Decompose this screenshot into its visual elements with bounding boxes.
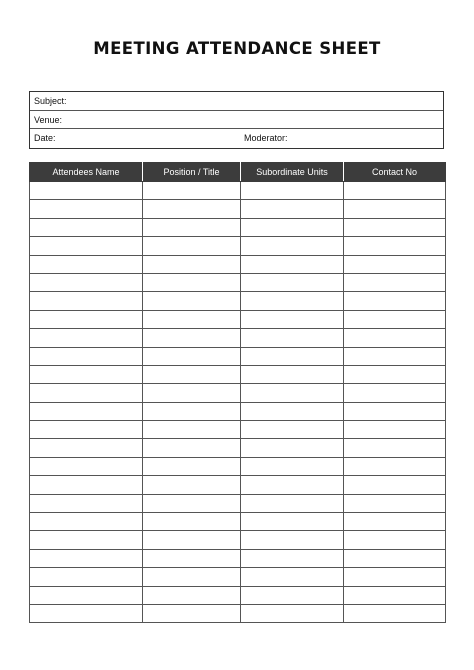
contact-no-cell[interactable] xyxy=(344,365,446,383)
contact-no-cell[interactable] xyxy=(344,476,446,494)
venue-field[interactable] xyxy=(30,111,443,130)
contact-no-cell[interactable] xyxy=(344,384,446,402)
contact-no-cell[interactable] xyxy=(344,292,446,310)
attendee-name-cell[interactable] xyxy=(30,457,143,475)
contact-no-cell[interactable] xyxy=(344,513,446,531)
position-title-cell[interactable] xyxy=(143,182,241,200)
attendee-name-cell[interactable] xyxy=(30,237,143,255)
attendance-table xyxy=(29,162,446,623)
table-row xyxy=(30,439,446,457)
position-title-cell[interactable] xyxy=(143,255,241,273)
table-row xyxy=(30,549,446,567)
table-row xyxy=(30,586,446,604)
date-moderator-row[interactable] xyxy=(30,129,443,148)
contact-no-cell[interactable] xyxy=(344,255,446,273)
table-row xyxy=(30,182,446,200)
position-title-cell[interactable] xyxy=(143,292,241,310)
position-title-cell[interactable] xyxy=(143,568,241,586)
contact-no-cell[interactable] xyxy=(344,494,446,512)
table-row xyxy=(30,402,446,420)
attendee-name-cell[interactable] xyxy=(30,568,143,586)
header-attendees-name: Attendees Name xyxy=(30,163,143,182)
position-title-cell[interactable] xyxy=(143,476,241,494)
position-title-cell[interactable] xyxy=(143,531,241,549)
attendee-name-cell[interactable] xyxy=(30,513,143,531)
subject-field[interactable] xyxy=(30,92,443,111)
table-row xyxy=(30,604,446,622)
attendee-name-cell[interactable] xyxy=(30,421,143,439)
contact-no-cell[interactable] xyxy=(344,439,446,457)
table-row xyxy=(30,255,446,273)
table-row xyxy=(30,237,446,255)
contact-no-cell[interactable] xyxy=(344,347,446,365)
subordinate-units-cell[interactable] xyxy=(241,237,344,255)
table-row xyxy=(30,310,446,328)
contact-no-cell[interactable] xyxy=(344,421,446,439)
table-row xyxy=(30,457,446,475)
table-row xyxy=(30,292,446,310)
attendee-name-cell[interactable] xyxy=(30,439,143,457)
contact-no-cell[interactable] xyxy=(344,402,446,420)
subordinate-units-cell[interactable] xyxy=(241,457,344,475)
table-row xyxy=(30,365,446,383)
table-row xyxy=(30,568,446,586)
attendee-name-cell[interactable] xyxy=(30,494,143,512)
table-row xyxy=(30,421,446,439)
header-position-title: Position / Title xyxy=(143,163,241,182)
subordinate-units-cell[interactable] xyxy=(241,549,344,567)
table-row xyxy=(30,531,446,549)
subordinate-units-cell[interactable] xyxy=(241,347,344,365)
subordinate-units-cell[interactable] xyxy=(241,586,344,604)
position-title-cell[interactable] xyxy=(143,237,241,255)
attendee-name-cell[interactable] xyxy=(30,310,143,328)
subordinate-units-cell[interactable] xyxy=(241,568,344,586)
table-row xyxy=(30,218,446,236)
position-title-cell[interactable] xyxy=(143,604,241,622)
attendee-name-cell[interactable] xyxy=(30,586,143,604)
position-title-cell[interactable] xyxy=(143,402,241,420)
contact-no-cell[interactable] xyxy=(344,549,446,567)
subordinate-units-cell[interactable] xyxy=(241,513,344,531)
subordinate-units-cell[interactable] xyxy=(241,292,344,310)
attendee-name-cell[interactable] xyxy=(30,182,143,200)
attendee-name-cell[interactable] xyxy=(30,531,143,549)
header-subordinate-units: Subordinate Units xyxy=(241,163,344,182)
contact-no-cell[interactable] xyxy=(344,531,446,549)
position-title-cell[interactable] xyxy=(143,384,241,402)
table-row xyxy=(30,347,446,365)
subordinate-units-cell[interactable] xyxy=(241,402,344,420)
position-title-cell[interactable] xyxy=(143,439,241,457)
contact-no-cell[interactable] xyxy=(344,457,446,475)
position-title-cell[interactable] xyxy=(143,457,241,475)
attendee-name-cell[interactable] xyxy=(30,218,143,236)
position-title-cell[interactable] xyxy=(143,347,241,365)
contact-no-cell[interactable] xyxy=(344,182,446,200)
subordinate-units-cell[interactable] xyxy=(241,494,344,512)
table-row xyxy=(30,200,446,218)
attendee-name-cell[interactable] xyxy=(30,402,143,420)
date-label: Date: xyxy=(34,133,56,143)
subordinate-units-cell[interactable] xyxy=(241,329,344,347)
position-title-cell[interactable] xyxy=(143,218,241,236)
position-title-cell[interactable] xyxy=(143,549,241,567)
attendee-name-cell[interactable] xyxy=(30,384,143,402)
subordinate-units-cell[interactable] xyxy=(241,218,344,236)
subordinate-units-cell[interactable] xyxy=(241,439,344,457)
attendee-name-cell[interactable] xyxy=(30,329,143,347)
position-title-cell[interactable] xyxy=(143,421,241,439)
attendee-name-cell[interactable] xyxy=(30,476,143,494)
subordinate-units-cell[interactable] xyxy=(241,365,344,383)
header-contact-no: Contact No xyxy=(344,163,446,182)
table-body xyxy=(30,182,446,623)
subordinate-units-cell[interactable] xyxy=(241,604,344,622)
contact-no-cell[interactable] xyxy=(344,329,446,347)
subordinate-units-cell[interactable] xyxy=(241,384,344,402)
position-title-cell[interactable] xyxy=(143,273,241,291)
contact-no-cell[interactable] xyxy=(344,586,446,604)
attendee-name-cell[interactable] xyxy=(30,549,143,567)
subordinate-units-cell[interactable] xyxy=(241,255,344,273)
contact-no-cell[interactable] xyxy=(344,200,446,218)
attendee-name-cell[interactable] xyxy=(30,273,143,291)
attendee-name-cell[interactable] xyxy=(30,292,143,310)
attendee-name-cell[interactable] xyxy=(30,200,143,218)
subordinate-units-cell[interactable] xyxy=(241,421,344,439)
table-header-row xyxy=(30,163,446,182)
subordinate-units-cell[interactable] xyxy=(241,476,344,494)
table-row xyxy=(30,513,446,531)
contact-no-cell[interactable] xyxy=(344,218,446,236)
contact-no-cell[interactable] xyxy=(344,568,446,586)
position-title-cell[interactable] xyxy=(143,365,241,383)
contact-no-cell[interactable] xyxy=(344,310,446,328)
subordinate-units-cell[interactable] xyxy=(241,531,344,549)
subordinate-units-cell[interactable] xyxy=(241,200,344,218)
position-title-cell[interactable] xyxy=(143,310,241,328)
subject-label: Subject: xyxy=(34,96,67,106)
contact-no-cell[interactable] xyxy=(344,237,446,255)
position-title-cell[interactable] xyxy=(143,586,241,604)
contact-no-cell[interactable] xyxy=(344,604,446,622)
attendee-name-cell[interactable] xyxy=(30,255,143,273)
contact-no-cell[interactable] xyxy=(344,273,446,291)
moderator-label: Moderator: xyxy=(244,133,288,143)
subordinate-units-cell[interactable] xyxy=(241,273,344,291)
table-row xyxy=(30,273,446,291)
subordinate-units-cell[interactable] xyxy=(241,310,344,328)
position-title-cell[interactable] xyxy=(143,200,241,218)
table-row xyxy=(30,476,446,494)
position-title-cell[interactable] xyxy=(143,513,241,531)
table-row xyxy=(30,329,446,347)
table-row xyxy=(30,494,446,512)
position-title-cell[interactable] xyxy=(143,329,241,347)
subordinate-units-cell[interactable] xyxy=(241,182,344,200)
page-title: MEETING ATTENDANCE SHEET xyxy=(93,39,381,58)
venue-label: Venue: xyxy=(34,114,63,125)
position-title-cell[interactable] xyxy=(143,494,241,512)
meeting-info-box xyxy=(29,91,444,149)
attendee-name-cell[interactable] xyxy=(30,604,143,622)
table-row xyxy=(30,384,446,402)
attendee-name-cell[interactable] xyxy=(30,365,143,383)
attendee-name-cell[interactable] xyxy=(30,347,143,365)
